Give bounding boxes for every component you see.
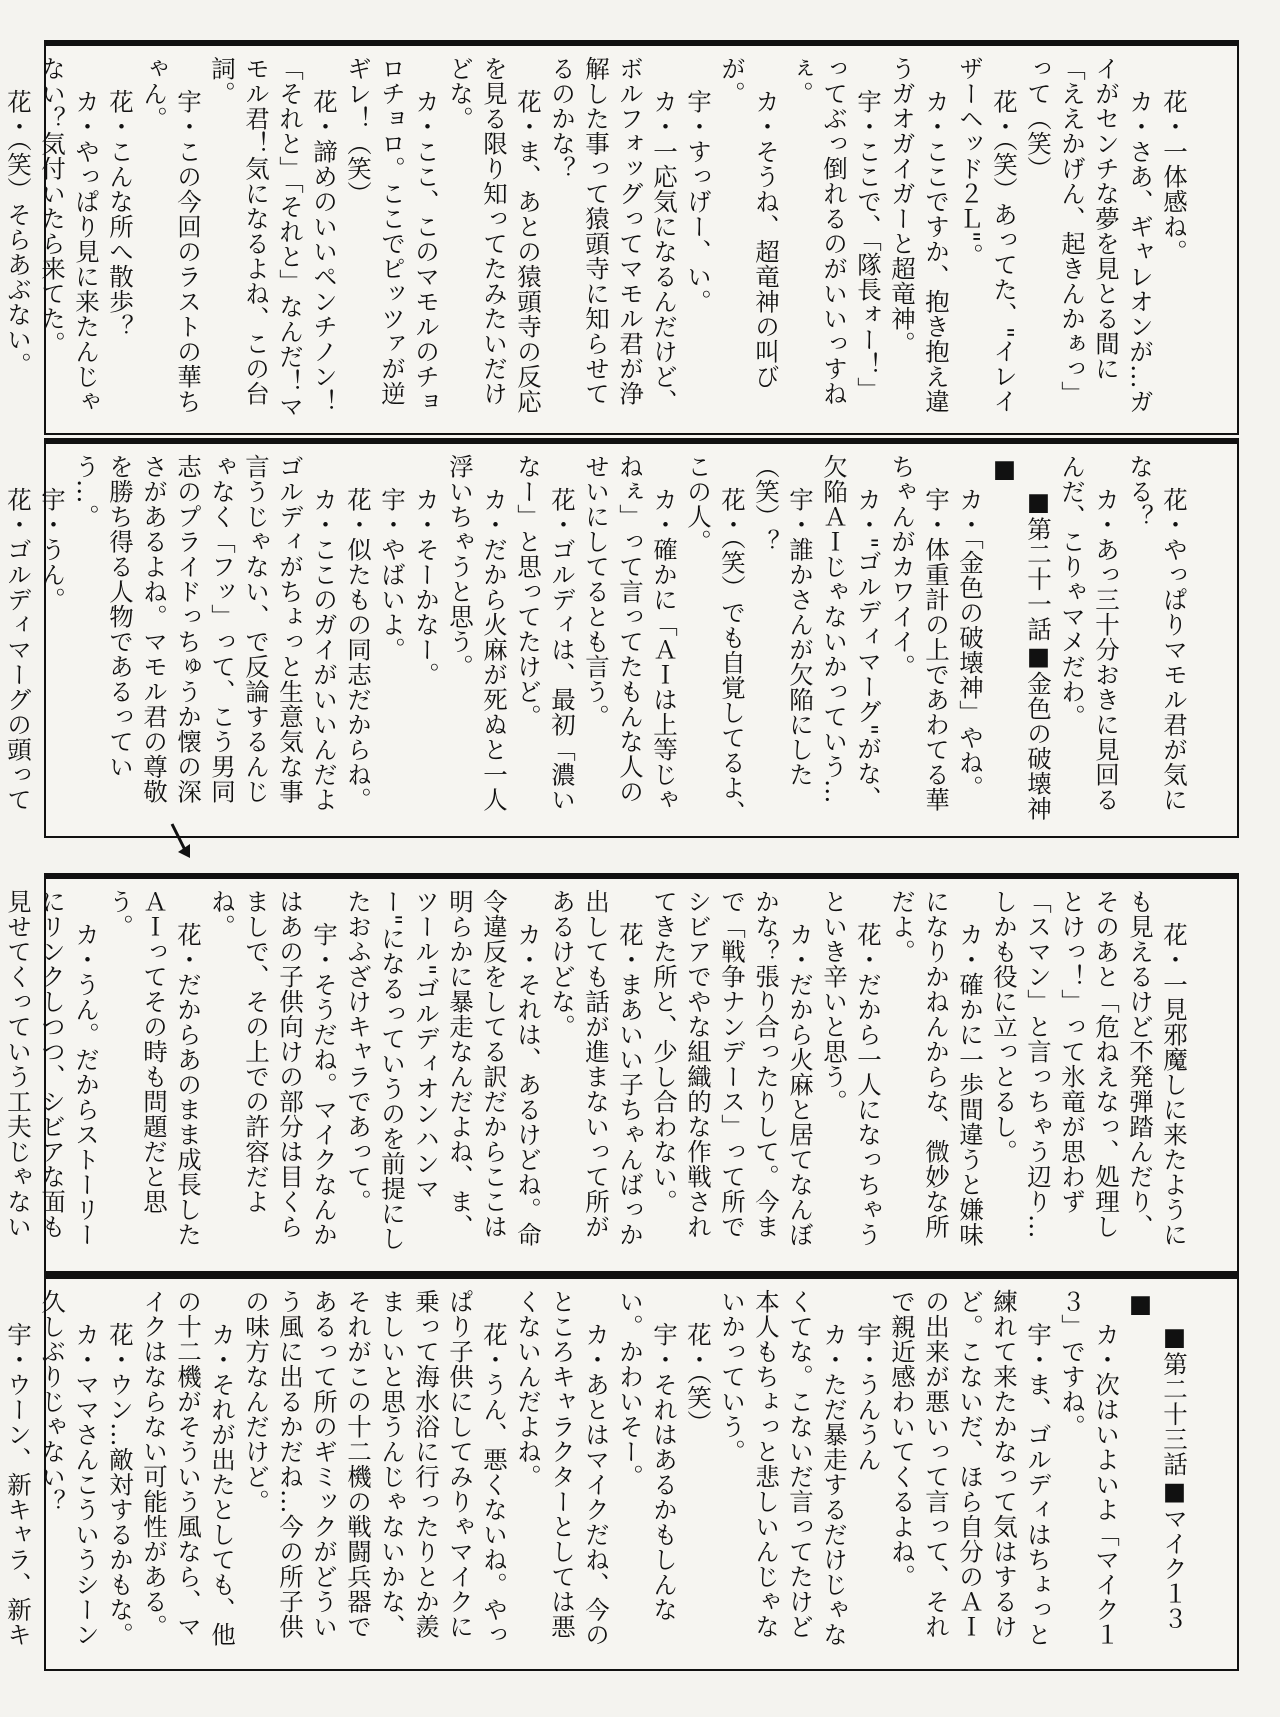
line: 宇・誰かさんが欠陥にした（笑）？ (752, 454, 815, 788)
line: 花・ゴルディマーグの頭って (4, 487, 33, 813)
line: ■第二十一話■金色の破壊神■ (990, 454, 1053, 822)
line: 花・（笑）でも自覚してるよ、この人。 (684, 454, 747, 825)
line: カ・一応気になるんだけど、ボルフォッグってマモル君が浄解した事って猿頭寺に知らせてるのかな？ (548, 56, 679, 415)
panel-second (4, 438, 1239, 838)
line: 宇・それはあるかもしんない。かわいそー。 (616, 1289, 679, 1623)
line: 花・やっぱりマモル君が気になる？ (1126, 454, 1189, 813)
line: カ・ただ暴走するだけじゃなくてな。こないだ言ってたけど本人もちょっと悲しいんじゃないかっていう。 (718, 1289, 849, 1648)
panel-third (4, 873, 1239, 1273)
line: カ・次はいよいよ「マイク１３」ですね。 (1058, 1289, 1121, 1648)
line: カ・そーかなー。 (412, 487, 441, 688)
line: カ・だから火麻が死ぬと一人浮いちゃうと思う。 (446, 454, 509, 813)
panel-bottom (4, 1273, 1239, 1671)
line: 花・一体感ね。 (1160, 89, 1189, 265)
line: 花・うん、悪くないね。やっぱり子供にしてみりゃマイクに乗って海水浴に行ったりとか羨ましいと思うんじゃないかな、それがこの十二機の戦闘兵器であるって所のギミックがどういう風に出るかだね…今の所子供の味方なんだけど。 (242, 1289, 509, 1648)
line: 花・まあいい子ちゃんばっか出しても話が進まないって所があるけどな。 (548, 889, 645, 1248)
panel-text (4, 56, 1225, 423)
line: 宇・ま、ゴルディはちょっと練れて来たかなって気はするけど。こないだ、ほら自分のＡＩの出来が悪いって言って、それで親近感わいてくるよね。 (888, 1289, 1053, 1648)
line: カ・確かに「ＡＩは上等じゃねぇ」って言ってたもんな人のせいにしてるとも言う。 (582, 454, 679, 813)
line: 宇・すっげー、い。 (684, 89, 713, 315)
line: カ・あとはマイクだね、今のところキャラクターとしては悪くないんだよね。 (514, 1289, 611, 1648)
line: 花・ま、あとの猿頭寺の反応を見る限り知ってたみたいだけどな。 (446, 56, 543, 415)
line: 花・ゴルディは、最初「濃いなー」と思ってたけど。 (514, 454, 577, 813)
line: 花・似たもの同志だからね。 (344, 487, 373, 813)
line: カ・やっぱり見に来たんじゃない？気付いたら来てた。 (38, 56, 101, 415)
line: カ・ここ、このマモルのチョロチョロ。ここでピッツァが逆ギレ！（笑） (344, 56, 441, 415)
line: カ・ママさんこういうシーン久しぶりじゃない？ (38, 1289, 101, 1648)
line: カ・"ゴルディマーグ"がな、欠陥ＡＩじゃないかっていう… (820, 454, 883, 811)
line: 花・（笑）そらあぶない。 (4, 89, 33, 377)
line: 宇・体重計の上であわてる華ちゃんがカワイイ。 (888, 454, 951, 813)
line: ■第二十三話■マイク１３■ (1126, 1289, 1189, 1632)
line: カ・うん。だからストーリーにリンクしつつ、シビアな面も見せてくっていう工夫じゃない (4, 889, 101, 1248)
panel-text (4, 1289, 1225, 1659)
line: 花・（笑） (684, 1322, 713, 1435)
line: 宇・やばいよ。 (378, 487, 407, 663)
line: 花・諦めのいいペンチノン！「それと」「それと」なんだ！マモル君！気になるよね、この台詞。 (208, 56, 339, 419)
line: カ・確かに一歩間違うと嫌味になりかねんからな、微妙な所だよ。 (888, 889, 985, 1248)
line: 花・こんな所へ散歩？ (106, 89, 135, 340)
line: 花・だから一人になっちゃうといき辛いと思う。 (820, 889, 883, 1248)
line: 宇・ここで、「隊長ォー！」ってぶっ倒れるのがいいっすねぇ。 (786, 56, 883, 406)
line: カ・さあ、ギャレオンが…ガイがセンチな夢を見とる間に「ええかげん、起きんかぁっ」って（笑） (1024, 56, 1155, 415)
line: 花・一見邪魔しに来たようにも見えるけど不発弾踏んだり、そのあと「危ねえなっ、処理しとけっ！」って氷竜が思わず「スマン」と言っちゃう辺り…しかも役に立っとるし。 (990, 889, 1189, 1248)
line: カ・それは、あるけどね。命令違反をしてる訳だからここは明らかに暴走なんだよね、ま、ツール"ゴルディオンハンマー"になるっていうのを前提にしたおふざけキャラであって。 (344, 889, 543, 1251)
arrow-icon (168, 822, 198, 862)
line: 花・ウン…敵対するかもな。 (106, 1322, 135, 1648)
line: 宇・そうだね。マイクなんかはあの子供向けの部分は目くらましで、その上での許容だよね。 (208, 889, 339, 1248)
line: カ・ここのガイがいいんだよゴルディがちょっと生意気な事言うじゃない、で反論するんじゃなく「フッ」って、こう男同志のプライドっちゅうか懐の深さがあるよね。マモル君の尊敬を勝ち得る人物であるっていう…。 (72, 454, 339, 813)
line: 花・（笑）あってた、"イレイザーヘッド２Ｌ"。 (956, 56, 1019, 414)
line: 宇・うんうん (854, 1322, 883, 1473)
panel-text (4, 454, 1225, 826)
line: カ・そうね、超竜神の叫びが。 (718, 56, 781, 390)
line: カ・だから火麻と居てなんぼかな？張り合ったりして。今まで「戦争ナンデース」って所でシビアでやな組織的な作戦されてきた所と、少し合わない。 (650, 889, 815, 1248)
line: カ・それが出たとしても、他の十二機がそういう風なら、マイクはならない可能性がある。 (140, 1289, 237, 1648)
line: 宇・ウーン、新キャラ、新キ (4, 1322, 33, 1648)
line: カ・ここですか、抱き抱え違うガオガイガーと超竜神。 (888, 56, 951, 415)
line: 宇・この今回のラストの華ちゃん。 (140, 56, 203, 415)
line: 花・だからあのまま成長したＡＩってその時も問題だと思う。 (106, 889, 203, 1248)
line: 宇・うん。 (38, 487, 67, 613)
line: カ・「金色の破壊神」やね。 (956, 487, 985, 800)
line: カ・あっ三十分おきに見回るんだ、こりゃマメだわ。 (1058, 454, 1121, 813)
panel-top (4, 40, 1239, 435)
panel-text (4, 889, 1225, 1261)
